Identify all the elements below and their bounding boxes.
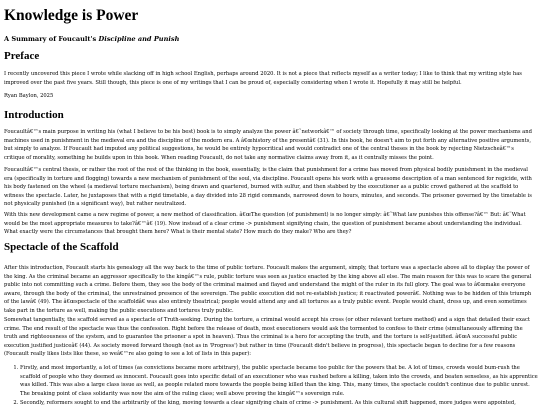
reasons-list (4, 364, 540, 409)
spectacle-paragraph: After this introduction, Foucault starts his genealogy all the way back to the time of public torture. Foucault makes the argument, simply, that torture was a spectacle above all to display the power of the king. As the criminal became an aggressor specifically to the kingâ€™s rule, public torture was seen as justice enacted by the king above all else. The main reason for this was to scare the general public into not committing such a crime. Before them, they see the body of the criminal maimed and flayed and understand the might of the ruler in its full glory. The goal was to â€œmake everyone aware, through the body of the criminal, the unrestrained presence of the sovereign. The public execution did not re-establish justice; it reactivated powerâ€. Nothing was to be hidden of this triumph of the lawâ€ (49). The â€œspectacle of the scaffoldâ€ was also entirely theatrical; people would attend any and all tortures as a truly public event. People would chant, dress up, and even sometimes take part in the torture as well, making the public executions and tortures truly public. (4, 265, 532, 314)
introduction-paragraph: Foucaultâ€™s main purpose in writing his (what I believe to be his best) book is to simply analyze the power â€˜networkâ€™ of society through time, specifically looking at the power mechanisms and machines used in punishment in the medieval era and the discipline of the modern era. A â€œhistory of the presentâ€ (31). In this book, he doesn't aim to put forth any alternative positive arguments, but simply to analyze. If Foucault had imputed any political suggestions, he would be entirely hypocritical and would contradict one of the central theses in the book by rejecting Nietzscheâ€™s critique of morality, something he builds upon in this book. When reading Foucault, do not take any normative claims away from it, as it centrally misses the point. (4, 129, 532, 161)
spectacle-heading: Spectacle of the Scaffold (4, 241, 119, 253)
list-item: 2. Secondly, reformers sought to end the arbitrarily of the king, moving towards a clear signifying chain of crime -> punishment. As this cultural shift happened, more judges were appointed, (20, 399, 540, 408)
subtitle-book-title: Discipline and Punish (98, 35, 180, 43)
preface-text: I recently uncovered this piece I wrote while slacking off in high school English, perhaps around 2020. It is not a piece that reflects myself as a writer today; I like to think that my writing style has improved over the past five years. Still though, this piece is one of my writings that I can be proud of, especially considering when I wrote it. Hopefully it may still be helpful. (4, 71, 522, 86)
subtitle-plain: A Summary of Foucault's (4, 35, 97, 43)
preface-signature: Ryan Baylon, 2025 (4, 93, 54, 99)
list-item: 1. Firstly, and most importantly, a lot of times (as convictions became more arbitrary), the public spectacle became too public for the powers that be. A lot of times, crowds would bum-rush the scaffold of people who they deemed as innocent. Foucault goes into specific detail of an executioner who was rushed before a killing, taken into the crowds, and beaten senseless, as his apprentice was killed. This was also a large class issue as well, as people related more towards the people being killed than the king. This, many times, the spectacle couldn't continue due to public unrest. The breaking point of class solidarity was now the aim of the ruling class; well above proving the kingâ€™s sovereign rule. (20, 364, 540, 398)
introduction-heading: Introduction (4, 109, 64, 121)
introduction-paragraph: Foucaultâ€™s central thesis, or rather the root of the rest of the thinking in the book, essentially, is the claim that punishment for a crime has moved from physical bodily punishment in the medieval era (specifically in torture and flogging) towards a new mechanism of punishment of the soul, via discipline. Foucault opens his work with a gruesome description of a man sentenced for regicide, with his body fastened on the wheel (a medieval torture mechanism), being drawn and quartered, burned with sulfur, and then stabbed by the executioner as a public crowd gathered at the scaffold to witness the spectacle. Later, he juxtaposes that with a rigid timetable, a day divided into 28 rigid commands, narrowed down to hours, minutes, and seconds. The prisoner governed by the timetable is not physically punished (in a significant way), but rather neutralized. (4, 167, 532, 208)
spectacle-paragraph: Somewhat tangentially, the scaffold served as a spectacle of Truth-seeking. During the torture, a criminal would accept his cross (or other relevant torture method) and a sign that detailed their exact crime. The end result of the spectacle was thus the confession. Right before the release of death, most executioners would ask the tormented to confess to their crime (simultaneously affirming the truth and righteousness of the system, and to guarantee the prisoner a spot in heaven). Thus the criminal is a hero for accepting the truth, and the torture is self-justified. â€œA successful public execution justified justiceâ€ (44). As society moved forward though (not as in 'Progress') but rather in time (Foucault didn't believe in progress), this spectacle began to decline for a few reasons (Foucault really likes lists like these, so weâ€™re also going to see a lot of lists in this paper): (4, 317, 530, 358)
page-title: Knowledge is Power (4, 7, 139, 24)
introduction-paragraph: With this new development came a new regime of power, a new method of classification. â€œThe question (of punishment) is no longer simply: â€˜What law punishes this offense?â€™ But: â€˜What would be the most appropriate measures to take?â€™â€ (19). Now instead of a clear crime -> punishment signifying chain, the question of punishment became about understanding the individual. What exactly were the circumstances that brought them here? What is their mental state? How much do they make? Who are they? (4, 212, 526, 236)
preface-heading: Preface (4, 50, 40, 62)
page-subtitle (4, 35, 179, 43)
